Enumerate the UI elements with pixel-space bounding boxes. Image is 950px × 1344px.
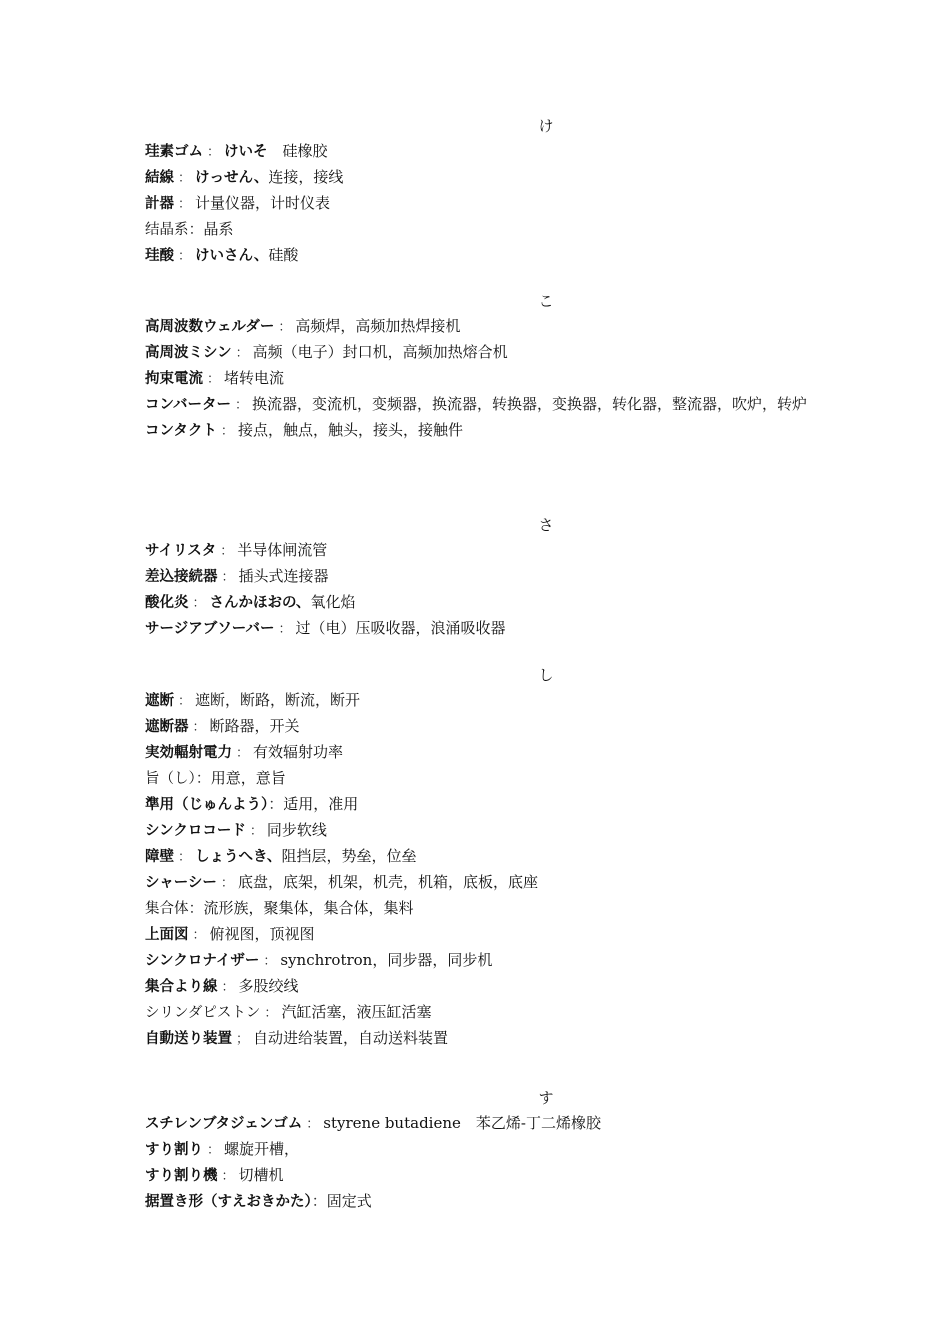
entry-definition: 遮断，断路，断流，断开	[195, 691, 361, 709]
entry-definition: 流形族，聚集体，集合体，集料	[203, 899, 414, 917]
entry-definition: 半导体闸流管	[237, 541, 328, 559]
entry-term: 計器	[145, 196, 174, 212]
glossary-entry	[145, 1026, 815, 1052]
glossary-entry	[145, 366, 815, 392]
entry-definition: 自动进给装置，自动送料装置	[253, 1029, 449, 1047]
entry-term: サージアブソーバー	[145, 621, 275, 637]
entry-separator: ：	[178, 850, 192, 865]
entry-definition: 硅橡胶	[267, 142, 328, 160]
entry-separator: ：	[278, 622, 292, 637]
entry-term: シンクロナイザー	[145, 953, 260, 969]
entry-term: シリンダピストン	[145, 1005, 261, 1021]
entry-separator: ：	[188, 899, 204, 917]
entry-term: 結線	[145, 170, 174, 186]
glossary-entry	[145, 948, 815, 974]
entry-term: 旨（し）	[145, 771, 196, 787]
section-heading: け	[538, 117, 554, 135]
glossary-entry	[145, 564, 815, 590]
entry-separator: ：	[221, 570, 235, 585]
glossary-entry	[145, 616, 815, 642]
entry-term: スチレンブタジェンゴム	[145, 1116, 303, 1132]
entry-definition: 连接，接线	[268, 168, 344, 186]
entry-term: 障壁	[145, 849, 174, 865]
entry-separator: ：	[268, 795, 284, 813]
glossary-entry	[145, 766, 815, 792]
glossary-entry	[145, 1137, 815, 1163]
entry-term: シンクロコード	[145, 823, 246, 839]
entry-term: 珪素ゴム	[145, 144, 203, 160]
entry-separator: ：	[220, 424, 234, 439]
section-sa	[145, 513, 815, 642]
glossary-entry	[145, 340, 815, 366]
section-heading: す	[538, 1089, 554, 1107]
entry-definition: 适用，准用	[283, 795, 359, 813]
entry-separator: ：	[311, 1192, 327, 1210]
entry-definition: 氧化焰	[310, 593, 356, 611]
entry-separator: ：	[235, 398, 249, 413]
entry-reading: けいそ	[224, 144, 268, 160]
entry-definition: 用意，意旨	[210, 769, 286, 787]
entry-definition: 汽缸活塞，液压缸活塞	[281, 1003, 432, 1021]
entry-definition: 螺旋开槽，	[224, 1140, 300, 1158]
entry-term: 実効輻射電力	[145, 745, 232, 761]
entry-term: すり割り機	[145, 1168, 218, 1184]
glossary-entry	[145, 896, 815, 922]
entry-definition: 固定式	[326, 1192, 372, 1210]
entry-separator: ：	[178, 694, 192, 709]
entry-separator: ：	[178, 249, 192, 264]
glossary-entry	[145, 165, 815, 191]
entry-separator: ：	[207, 1143, 221, 1158]
entry-term: 拘束電流	[145, 371, 203, 387]
entry-term: シャーシー	[145, 875, 217, 891]
entry-separator: ：	[221, 980, 235, 995]
entry-definition: 换流器，变流机，变频器，换流器，转换器，变换器，转化器，整流器，吹炉，转炉	[252, 395, 808, 413]
glossary-entry	[145, 714, 815, 740]
entry-term: すり割り	[145, 1142, 203, 1158]
entry-term: 珪酸	[145, 248, 174, 264]
glossary-entry	[145, 792, 815, 818]
entry-term: 準用（じゅんよう）	[145, 797, 269, 813]
entry-separator: ：	[306, 1117, 320, 1132]
glossary-entry	[145, 418, 815, 444]
glossary-entry	[145, 1163, 815, 1189]
glossary-entry	[145, 139, 815, 165]
entry-definition: 高频（电子）封口机，高频加热熔合机	[252, 343, 508, 361]
section-heading: こ	[538, 292, 554, 310]
entry-separator: ：	[192, 928, 206, 943]
glossary-entry	[145, 1000, 815, 1026]
entry-separator: ：	[207, 372, 221, 387]
entry-term: 遮断器	[145, 719, 189, 735]
entry-definition: 切槽机	[238, 1166, 284, 1184]
glossary-entry	[145, 392, 815, 418]
glossary-entry	[145, 740, 815, 766]
entry-separator: ：	[192, 596, 206, 611]
glossary-entry	[145, 818, 815, 844]
section-ko	[145, 289, 815, 444]
section-ke	[145, 114, 815, 269]
entry-term: コンバーター	[145, 397, 231, 413]
entry-definition: 多股绞线	[238, 977, 299, 995]
glossary-entry	[145, 688, 815, 714]
section-shi	[145, 663, 815, 1052]
entry-term: 高周波ミシン	[145, 345, 232, 361]
entry-separator: ：	[278, 320, 292, 335]
entry-definition: 硅酸	[268, 246, 299, 264]
glossary-entry	[145, 590, 815, 616]
entry-reading: さんかほおの、	[209, 595, 311, 611]
entry-definition: 计量仪器，计时仪表	[195, 194, 331, 212]
entry-separator: ：	[235, 346, 249, 361]
entry-separator: ：	[249, 824, 263, 839]
entry-term: 差込接続器	[145, 569, 218, 585]
entry-separator: ：	[236, 746, 250, 761]
entry-term: 自動送り装置	[145, 1031, 232, 1047]
entry-separator: ：	[220, 876, 234, 891]
glossary-entry	[145, 243, 815, 269]
entry-term: 上面図	[145, 927, 189, 943]
entry-term: 集合体	[145, 901, 189, 917]
entry-separator: ：	[220, 544, 234, 559]
entry-separator: ：	[178, 171, 192, 186]
entry-definition: 有效辐射功率	[253, 743, 344, 761]
entry-separator: ：	[263, 954, 277, 969]
entry-term: 高周波数ウェルダー	[145, 319, 275, 335]
glossary-entry	[145, 844, 815, 870]
glossary-entry	[145, 1111, 815, 1137]
entry-separator: ：	[264, 1006, 278, 1021]
entry-term: 集合より線	[145, 979, 218, 995]
entry-reading: しょうへき、	[195, 849, 282, 865]
entry-term: 酸化炎	[145, 595, 189, 611]
entry-definition: 过（电）压吸收器，浪涌吸收器	[295, 619, 506, 637]
entry-term: 遮断	[145, 693, 174, 709]
entry-definition: 同步软线	[266, 821, 327, 839]
section-heading: し	[538, 666, 554, 684]
entry-separator: ：	[195, 769, 211, 787]
entry-definition: 断路器，开关	[209, 717, 300, 735]
entry-separator: ：	[192, 720, 206, 735]
entry-definition: 插头式连接器	[238, 567, 329, 585]
entry-definition: synchrotron，同步器，同步机	[280, 951, 493, 969]
entry-term: コンタクト	[145, 423, 217, 439]
section-heading: さ	[538, 516, 554, 534]
entry-definition: 俯视图，顶视图	[209, 925, 315, 943]
entry-definition: 堵转电流	[224, 369, 285, 387]
entry-definition: 底盘，底架，机架，机壳，机箱，底板，底座	[237, 873, 538, 891]
entry-separator: ：	[207, 145, 221, 160]
entry-reading: けいさん、	[195, 248, 269, 264]
entry-separator: ：	[178, 197, 192, 212]
glossary-entry	[145, 1189, 815, 1215]
entry-separator: ；	[236, 1032, 250, 1047]
glossary-entry	[145, 870, 815, 896]
glossary-entry	[145, 314, 815, 340]
glossary-entry	[145, 538, 815, 564]
glossary-entry	[145, 974, 815, 1000]
entry-reading: けっせん、	[195, 170, 269, 186]
entry-definition: 接点，触点，触头，接头，接触件	[237, 421, 463, 439]
entry-term: 据置き形（すえおきかた）	[145, 1194, 312, 1210]
entry-term: 结晶系	[145, 222, 189, 238]
glossary-entry	[145, 922, 815, 948]
entry-definition: styrene butadiene 苯乙烯-丁二烯橡胶	[323, 1114, 601, 1132]
entry-separator: ：	[221, 1169, 235, 1184]
glossary-entry	[145, 191, 815, 217]
entry-definition: 高频焊，高频加热焊接机	[295, 317, 461, 335]
entry-separator: ：	[188, 220, 204, 238]
entry-definition: 晶系	[203, 220, 234, 238]
section-su	[145, 1086, 815, 1215]
entry-term: サイリスタ	[145, 543, 217, 559]
glossary-entry	[145, 217, 815, 243]
entry-definition: 阻挡层，势垒，位垒	[281, 847, 417, 865]
